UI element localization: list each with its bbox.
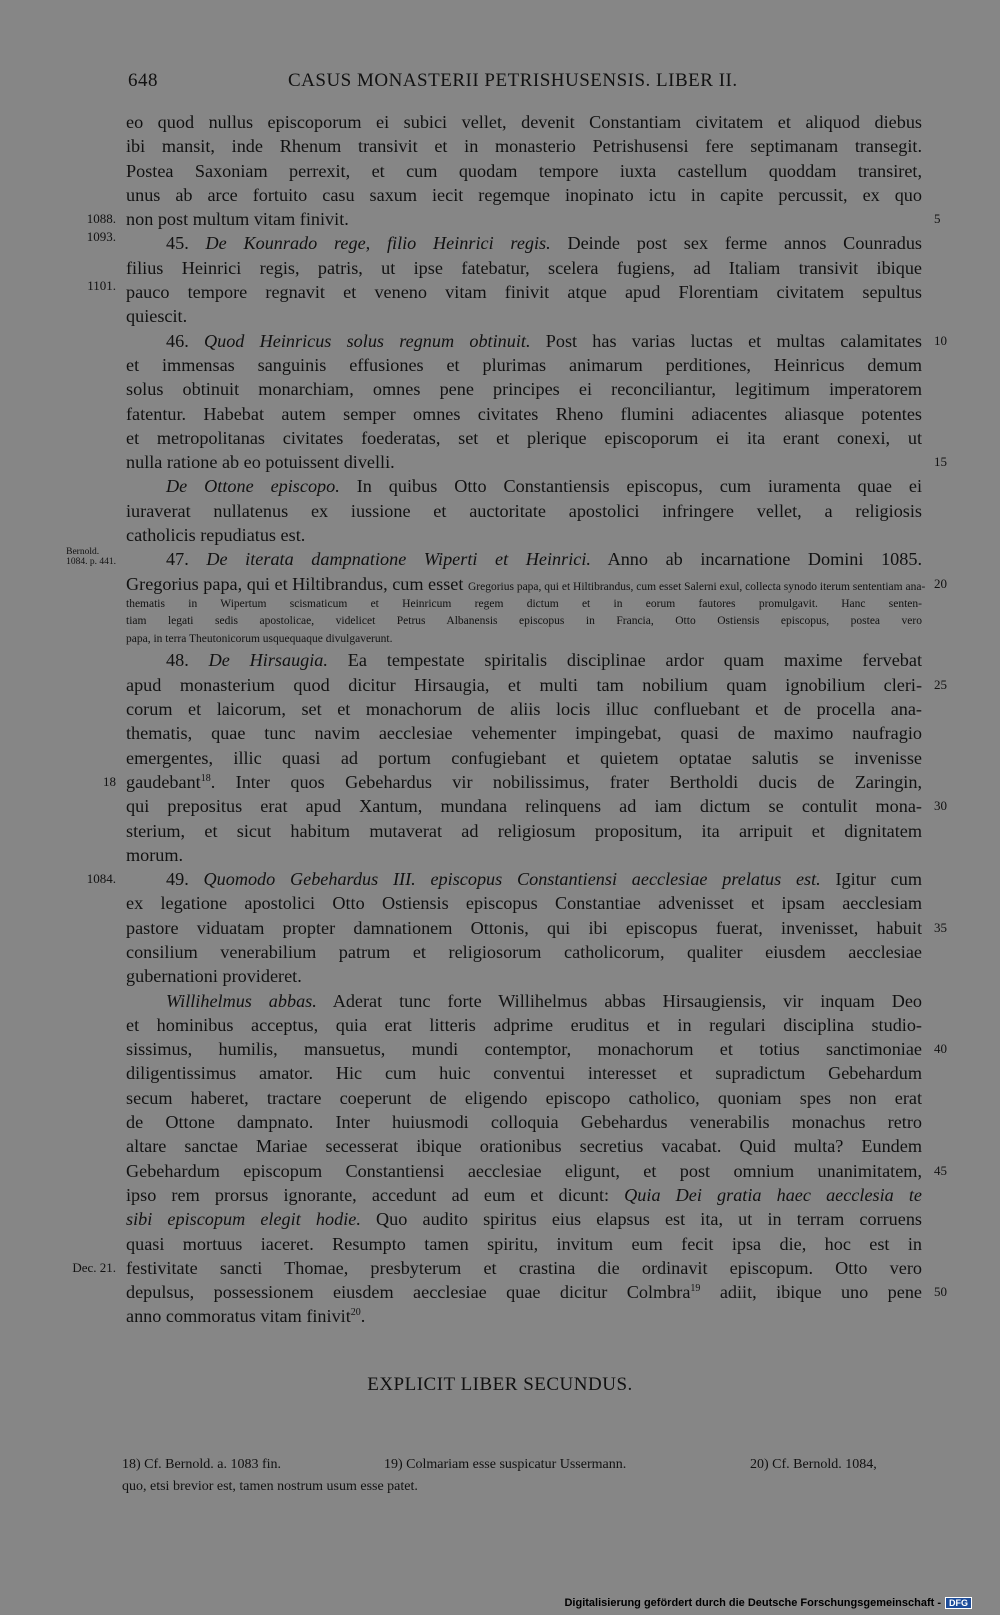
- text-line: et hominibus acceptus, quia erat litteris adprime eruditus et in regulari disciplina studio-: [126, 1014, 922, 1035]
- text-line: et metropolitanas civitates foederatas, set et plerique episcoporum ei ita erant conexi, ut: [126, 427, 922, 448]
- small-text-line: tiam legati sedis apostolicae, videlicet Petrus Albanensis episcopus in Francia, Otto Ostiensis episcopus, postea vero: [126, 615, 922, 628]
- text-line: thematis, quae tunc navim aecclesiae vehementer impingebat, quasi de maximo naufragio: [126, 723, 922, 744]
- text-line: consilium venerabilium patrum et religiosorum catholicorum, qualiter eiusdem aecclesiae: [126, 942, 922, 962]
- text-line: et immensas sanguinis effusiones et plurimas animarum perditiones, Heinricus demum: [126, 354, 922, 375]
- text-line: secum haberet, tractare coeperunt de eligendo episcopo catholico, quoniam spes non erat: [126, 1087, 922, 1108]
- text-line: solus obtinuit monarchiam, omnes pene principes ei reconciliantur, legitimum imperatorem: [126, 379, 922, 400]
- line-number: 40: [934, 1041, 947, 1057]
- quotation: Quia Dei gratia haec aecclesia te: [624, 1184, 922, 1205]
- running-title: CASUS MONASTERII PETRISHUSENSIS. LIBER II.: [288, 70, 738, 91]
- section-heading: Willihelmus abbas. Aderat tunc forte Willihelmus abbas Hirsaugiensis, vir inquam Deo: [166, 990, 922, 1011]
- line-number: 25: [934, 676, 947, 692]
- text-line: Postea Saxoniam perrexit, et cum quodam tempore iuxta castellum quoddam transiret,: [126, 160, 922, 181]
- line-number: 5: [934, 211, 941, 227]
- chapter-title: Quomodo Gebehardus III. episcopus Constantiensi aecclesiae prelatus est.: [203, 869, 821, 890]
- text-line: catholicis repudiatus est.: [126, 525, 306, 546]
- margin-year: 1088.: [86, 211, 116, 227]
- text-line: Gebehardum episcopum Constantiensi aecclesiae eligunt, et post omnium unanimitatem, 45: [126, 1159, 922, 1183]
- text-line: festivitate sancti Thomae, presbyterum et crastina die ordinavit episcopum. Otto vero Dec. 21.: [126, 1256, 922, 1280]
- footnote-18: 18) Cf. Bernold. a. 1083 fin.: [122, 1457, 282, 1472]
- text-line: diligentissimus amator. Hic cum huic conventui interesset et supradictum Gebehardum: [126, 1063, 922, 1084]
- text-line: iuraverat nullatenus ex iussione et auctoritate apostolici infringere vellet, a religiosis: [126, 500, 922, 521]
- text-line: morum.: [126, 844, 184, 865]
- chapter-title: De Hirsaugia.: [208, 650, 328, 671]
- text-line: qui prepositus erat apud Xantum, mundana relinquens ad iam dictum se contulit mona- 30: [126, 794, 922, 818]
- text-line: de Ottone dampnato. Inter huiusmodi colloquia Gebehardus venerabilis monachus retro: [126, 1112, 922, 1133]
- section-title: Willihelmus abbas.: [166, 990, 317, 1011]
- section-heading: De Ottone episcopo. In quibus Otto Constantiensis episcopus, cum iuramenta quae ei: [166, 476, 923, 497]
- funding-credit: [564, 1597, 972, 1609]
- line-number: 20: [934, 575, 947, 591]
- chapter-title: De Kounrado rege, filio Heinrici regis.: [205, 233, 551, 254]
- text-line: eo quod nullus episcoporum ei subici vellet, devenit Constantiam civitatem et aliquod diebus: [126, 112, 922, 132]
- main-text: [66, 110, 947, 1329]
- margin-year: 1084.: [86, 871, 116, 887]
- text-line: emergentes, illic quasi ad portum confugiebant et quietem optatae salutis se invenisse: [126, 747, 922, 768]
- chapter-title: De iterata dampnatione Wiperti et Heinrici.: [206, 549, 591, 570]
- footnote-20: 20) Cf. Bernold. 1084,: [750, 1457, 877, 1472]
- margin-year: 1093.: [86, 229, 116, 245]
- text-line: Gregorius papa, qui et Hiltibrandus, cum esset Gregorius papa, qui et Hiltibrandus, cum esset Salerni exul, collecta synodo iterum sententiam ana- 20: [126, 572, 922, 596]
- dfg-logo: DFG: [945, 1597, 972, 1609]
- text-line: fatentur. Habebat autem semper omnes civitates Rheno flumini adiacentes aliasque potentes: [126, 403, 922, 424]
- line-number: 35: [934, 919, 947, 935]
- text-line: sissimus, humilis, mansuetus, mundi contemptor, monachorum et totius sanctimoniae 40: [126, 1037, 922, 1061]
- chapter-title: Quod Heinricus solus regnum obtinuit.: [203, 330, 531, 351]
- text-line: altare sanctae Mariae secesserat ibique orationibus secretius vacabat. Quid multa? Eundem: [126, 1136, 922, 1157]
- chapter-heading: 49. Quomodo Gebehardus III. episcopus Constantiensi aecclesiae prelatus est. Igitur cum 1084.: [126, 867, 922, 891]
- chapter-heading: 46. Quod Heinricus solus regnum obtinuit. Post has varias luctas et multas calamitates 10: [126, 329, 922, 353]
- text-line: ex legatione apostolici Otto Ostiensis episcopus Constantiae advenisset et ipsam aecclesiam: [126, 893, 922, 914]
- text-line: gaudebant$^{18}$. Inter quos Gebehardus vir nobilissimus, frater Bertholdi ducis de Zaringin, 18: [126, 770, 922, 794]
- line-number: 30: [934, 798, 947, 814]
- text-line: nulla ratione ab eo potuissent divelli. 15: [126, 450, 922, 474]
- text-line: depulsus, possessionem eiusdem aecclesiae quae dicitur Colmbra$^{19}$ adiit, ibique uno pene 50: [126, 1280, 922, 1304]
- footnotes: [122, 1454, 922, 1498]
- margin-date: Dec. 21.: [72, 1259, 116, 1275]
- text-line: quasi mortuus iaceret. Resumpto tamen spiritu, invitum eum fecit ipsa die, hoc est in: [126, 1233, 922, 1254]
- text-line: non post multum vitam finivit. 1088. 5: [126, 207, 922, 231]
- line-number: 45: [934, 1162, 947, 1178]
- credit-text: Digitalisierung gefördert durch die Deutsche Forschungsgemeinschaft -: [564, 1597, 941, 1609]
- quotation: sibi episcopum elegit hodie.: [126, 1209, 361, 1230]
- margin-year: 1101.: [87, 278, 116, 294]
- text-line: corum et laicorum, set et monachorum de aliis locis illuc confluebant et de procella ana-: [126, 699, 922, 720]
- chapter-heading: 45. De Kounrado rege, filio Heinrici regis. Deinde post sex ferme annos Counradus 1093.: [126, 231, 922, 255]
- text-line: gubernationi provideret.: [126, 966, 302, 987]
- small-text-line: papa, in terra Theutonicorum usquequaque divulgaverunt.: [126, 632, 393, 645]
- text-line: anno commoratus vitam finivit$^{20}$.: [126, 1306, 366, 1327]
- book-explicit: EXPLICIT LIBER SECUNDUS.: [367, 1374, 633, 1395]
- footnote-20-cont: quo, etsi brevior est, tamen nostrum usum esse patet.: [122, 1479, 418, 1494]
- text-line: pastore viduatam propter damnationem Ottonis, qui ibi episcopus fuerat, invenisset, habuit 35: [126, 916, 922, 940]
- section-title: De Ottone episcopo.: [166, 476, 340, 497]
- text-line: sibi episcopum elegit hodie. Quo audito spiritus eius elapsus est ita, ut in terram corruens: [126, 1209, 922, 1230]
- margin-note-number: 18: [103, 773, 116, 789]
- text-line: apud monasterium quod dicitur Hirsaugia, et multi tam nobilium quam ignobilium cleri- 25: [126, 673, 922, 697]
- text-line: pauco tempore regnavit et veneno vitam finivit atque apud Florentiam civitatem sepultus 1101.: [126, 280, 922, 304]
- line-number: 15: [934, 454, 947, 470]
- footnote-19: 19) Colmariam esse suspicatur Ussermann.: [384, 1457, 627, 1472]
- text-line: unus ab arce fortuito casu saxum iecit regemque inopinato ictu in capite percussit, ex quo: [126, 184, 922, 205]
- small-text-line: thematis in Wipertum scismaticum et Heinricum regem dictum et in eorum fautores promulgavit. Hanc senten-: [126, 597, 922, 610]
- text-line: sterium, et sicut habitum mutaverat ad religiosum propositum, ita arripuit et dignitatem: [126, 820, 922, 841]
- text-line: filius Heinrici regis, patris, ut ipse fatebatur, scelera fugiens, ad Italiam transivit ibique: [126, 257, 922, 278]
- text-line: ipso rem prorsus ignorante, accedunt ad eum et dicunt: Quia Dei gratia haec aecclesia te: [126, 1184, 922, 1205]
- text-line: ibi mansit, inde Rhenum transivit et in monasterio Petrishusensi fere septimanam transegit.: [126, 136, 922, 157]
- line-number: 50: [934, 1284, 947, 1300]
- chapter-heading: 47. De iterata dampnatione Wiperti et Heinrici. Anno ab incarnatione Domini 1085. Bernold. 1084. p. 441.: [66, 547, 922, 570]
- page-number: 648: [128, 70, 158, 91]
- text-line: quiescit.: [126, 306, 188, 327]
- chapter-heading: 48. De Hirsaugia. Ea tempestate spiritalis disciplinae ardor quam maxime fervebat: [166, 650, 922, 671]
- line-number: 10: [934, 332, 947, 348]
- margin-source: Bernold. 1084. p. 441.: [66, 547, 116, 568]
